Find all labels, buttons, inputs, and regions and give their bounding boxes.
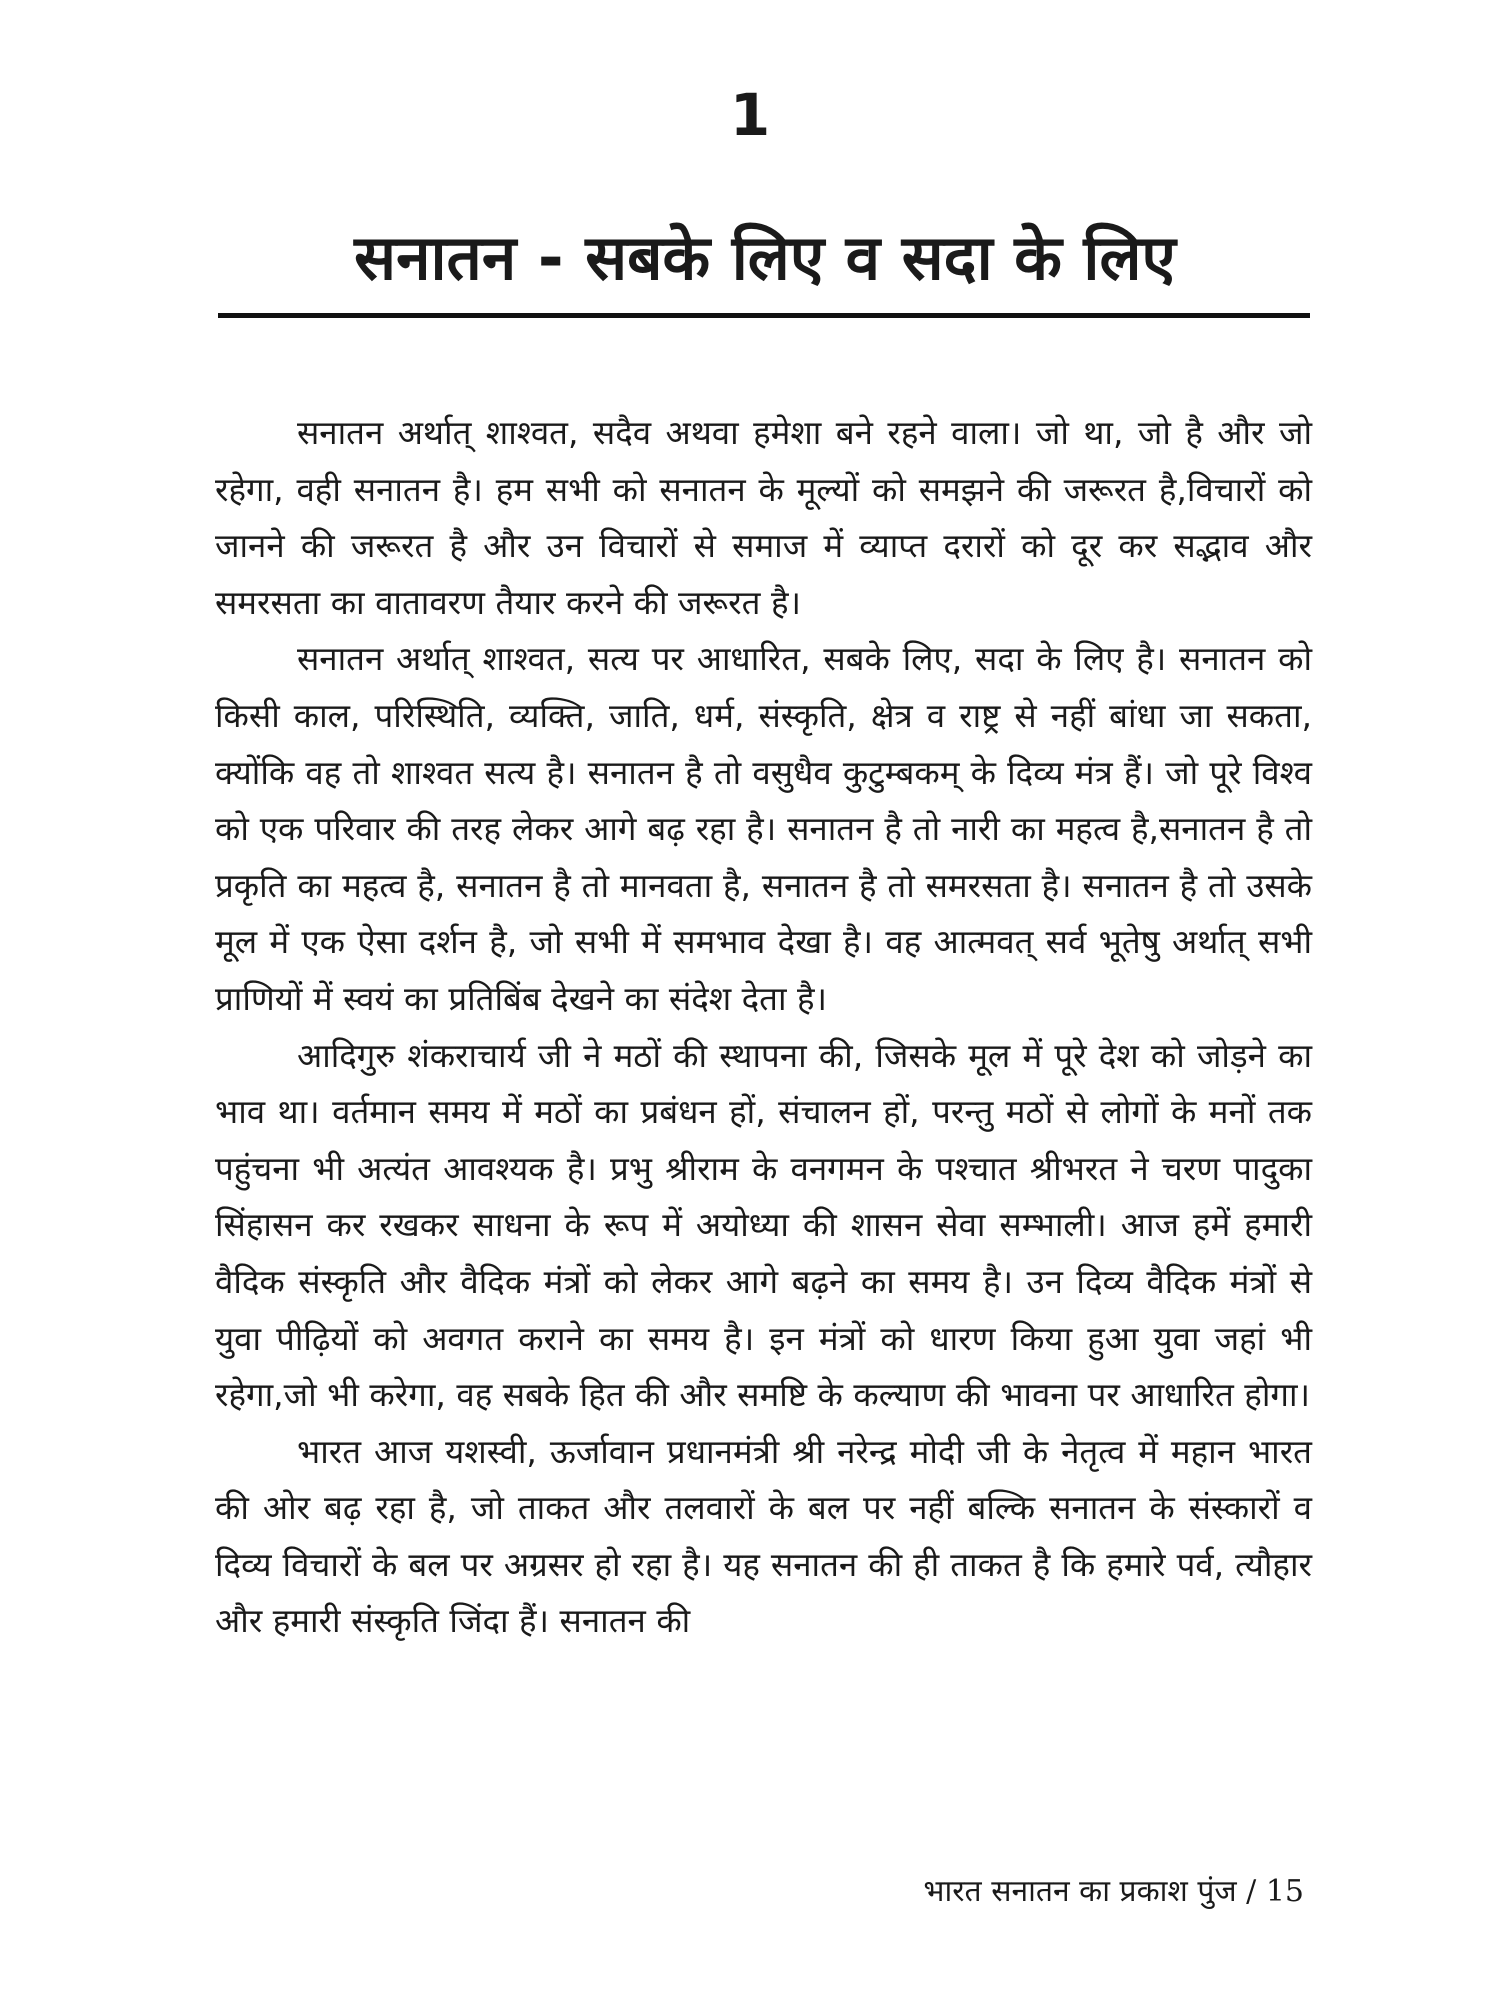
running-footer: भारत सनातन का प्रकाश पुंज / 15 [923,1874,1304,1909]
body-text [215,405,1312,1650]
paragraph: भारत आज यशस्वी, ऊर्जावान प्रधानमंत्री श्री नरेन्द्र मोदी जी के नेतृत्व में महान भारत की ओर बढ़ रहा है, जो ताकत और तलवारों के बल पर नहीं बल्कि सनातन के संस्कारों व दिव्य विचारों के बल पर अग्रसर हो रहा है। यह सनातन की ही ताकत है कि हमारे पर्व, त्यौहार और हमारी संस्कृति जिंदा हैं। सनातन की [215,1431,1312,1641]
chapter-title: सनातन - सबके लिए व सदा के लिए [354,221,1176,294]
paragraph: सनातन अर्थात् शाश्वत, सत्य पर आधारित, सबके लिए, सदा के लिए है। सनातन को किसी काल, परिस्थिति, व्यक्ति, जाति, धर्म, संस्कृति, क्षेत्र व राष्ट्र से नहीं बांधा जा सकता, क्योंकि वह तो शाश्वत सत्य है। सनातन है तो वसुधैव कुटुम्बकम् के दिव्य मंत्र हैं। जो पूरे विश्व को एक परिवार की तरह लेकर आगे बढ़ रहा है। सनातन है तो नारी का महत्व है,सनातन है तो प्रकृति का महत्व है, सनातन है तो मानवता है, सनातन है तो समरसता है। सनातन है तो उसके मूल में एक ऐसा दर्शन है, जो सभी में समभाव देखा है। वह आत्मवत् सर्व भूतेषु अर्थात् सभी प्राणियों में स्वयं का प्रतिबिंब देखने का संदेश देता है। [215,639,1312,1018]
title-underline-rule [218,313,1310,318]
paragraph: सनातन अर्थात् शाश्वत, सदैव अथवा हमेशा बने रहने वाला। जो था, जो है और जो रहेगा, वही सनातन है। हम सभी को सनातन के मूल्यों को समझने की जरूरत है,विचारों को जानने की जरूरत है और उन विचारों से समाज में व्याप्त दरारों को दूर कर सद्भाव और समरसता का वातावरण तैयार करने की जरूरत है। [215,413,1312,622]
chapter-number: 1 [729,81,771,149]
paragraph: आदिगुरु शंकराचार्य जी ने मठों की स्थापना की, जिसके मूल में पूरे देश को जोड़ने का भाव था। वर्तमान समय में मठों का प्रबंधन हों, संचालन हों, परन्तु मठों से लोगों के मनों तक पहुंचना भी अत्यंत आवश्यक है। प्रभु श्रीराम के वनगमन के पश्चात श्रीभरत ने चरण पादुका सिंहासन कर रखकर साधना के रूप में अयोध्या की शासन सेवा सम्भाली। आज हमें हमारी वैदिक संस्कृति और वैदिक मंत्रों को लेकर आगे बढ़ने का समय है। उन दिव्य वैदिक मंत्रों से युवा पीढ़ियों को अवगत कराने का समय है। इन मंत्रों को धारण किया हुआ युवा जहां भी रहेगा,जो भी करेगा, वह सबके हित की और समष्टि के कल्याण की भावना पर आधारित होगा। [215,1035,1312,1415]
